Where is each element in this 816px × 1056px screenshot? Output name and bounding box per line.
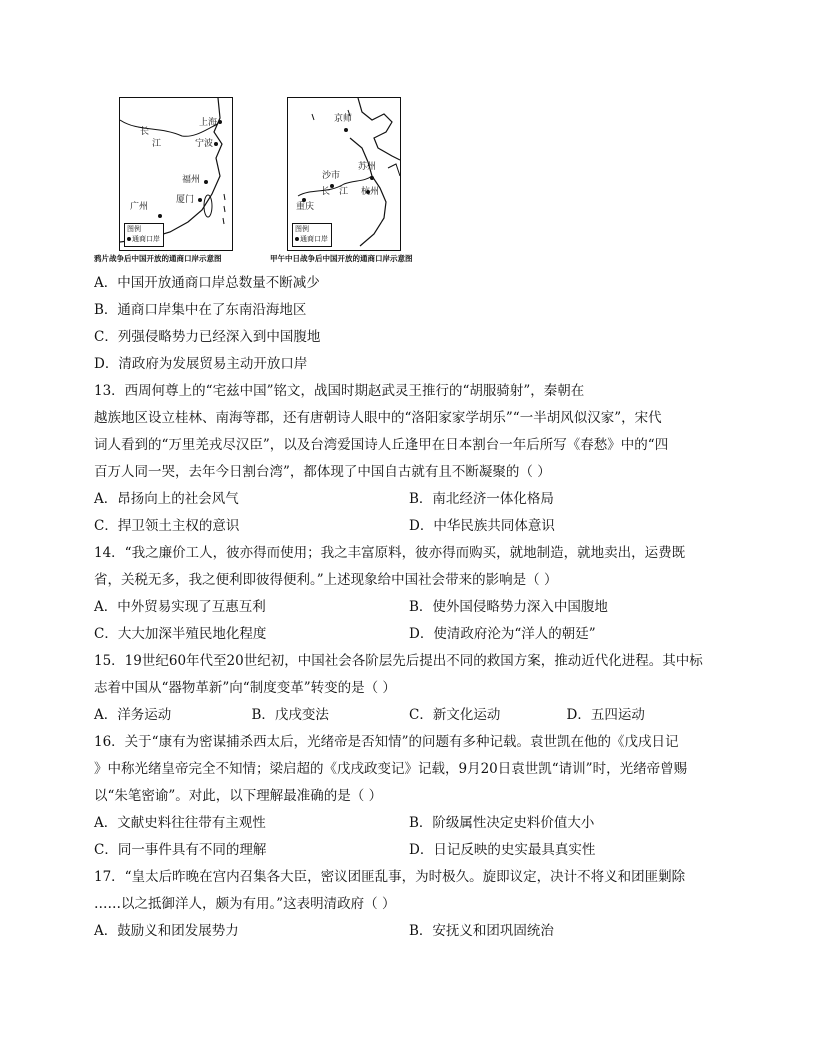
map-label: 京师 <box>334 114 353 124</box>
legend-item: 通商口岸 <box>132 235 160 243</box>
map-label: 沙市 <box>322 171 341 181</box>
option-b: B．安抚义和团巩固统治 <box>409 923 554 939</box>
question-stem-line: 16．关于“康有为密谋捕杀西太后，光绪帝是否知情”的问题有多种记载。袁世凯在他的《戊戌日记 <box>94 734 679 750</box>
map-sino-japanese-war <box>287 97 401 251</box>
question-17 <box>94 864 724 945</box>
map-label: 重庆 <box>296 202 315 212</box>
question-stem-line: 以“朱笔密谕”。对此，以下理解最准确的是（ ） <box>94 788 383 804</box>
option-c: C．新文化运动 <box>409 707 501 723</box>
option-c: C．捍卫领土主权的意识 <box>94 518 240 534</box>
map-label: 上海 <box>199 118 218 128</box>
question-stem-line: ……以之抵御洋人，颇为有用。”这表明清政府（ ） <box>94 896 396 912</box>
map-caption: 鸦片战争后中国开放的通商口岸示意图 <box>94 254 222 263</box>
port-dot-icon <box>127 237 131 241</box>
question-stem-line: 13．西周何尊上的“宅兹中国”铭文，战国时期赵武灵王推行的“胡服骑射”，秦朝在 <box>94 383 585 399</box>
question-16 <box>94 729 724 864</box>
question-stem-line: 15．19世纪60年代至20世纪初，中国社会各阶层先后提出不同的救国方案，推动近代化进程。其中标 <box>94 653 703 669</box>
option-b: B．南北经济一体化格局 <box>409 491 554 507</box>
map-label: 广州 <box>130 202 149 212</box>
option-d: D．中华民族共同体意识 <box>409 518 555 534</box>
option-a: A．洋务运动 <box>94 707 172 723</box>
question-15 <box>94 648 724 729</box>
question-stem-line: 省，关税无多，我之便利即彼得便利。”上述现象给中国社会带来的影响是（ ） <box>94 572 558 588</box>
map-label: 苏州 <box>358 162 377 172</box>
question-stem-line: 17．“皇太后昨晚在宫内召集各大臣，密议团匪乱事，为时极久。旋即议定，决计不将义和团匪剿除 <box>94 869 686 885</box>
map-label: 长 <box>321 187 331 197</box>
question-13 <box>94 378 724 540</box>
map-legend <box>292 223 332 247</box>
option-b: B．使外国侵略势力深入中国腹地 <box>409 599 608 615</box>
option-d: D．使清政府沦为“洋人的朝廷” <box>409 626 596 642</box>
question-stem-line: 越族地区设立桂林、南海等郡，还有唐朝诗人眼中的“洛阳家家学胡乐”“一半胡风似汉家”，宋代 <box>94 410 662 426</box>
map-label: 宁波 <box>195 139 214 149</box>
map-legend <box>124 223 164 247</box>
question-content <box>94 270 724 945</box>
legend-item: 通商口岸 <box>300 235 328 243</box>
legend-title: 图例 <box>295 225 309 233</box>
map-figure <box>94 97 454 269</box>
map-label: 江 <box>339 187 349 197</box>
option-a: A．昂扬向上的社会风气 <box>94 491 239 507</box>
option-b: B．通商口岸集中在了东南沿海地区 <box>94 302 307 318</box>
option-a: A．鼓励义和团发展势力 <box>94 923 239 939</box>
option-d: D．日记反映的史实最具真实性 <box>409 842 596 858</box>
option-a: A．文献史料往往带有主观性 <box>94 815 266 831</box>
question-14 <box>94 540 724 648</box>
option-d: D．五四运动 <box>566 707 645 723</box>
q12-options <box>94 270 724 378</box>
question-stem-line: 志着中国从“器物革新”向“制度变革”转变的是（ ） <box>94 680 396 696</box>
option-b: B．阶级属性决定史料价值大小 <box>409 815 595 831</box>
question-stem-line: 14．“我之廉价工人，彼亦得而使用；我之丰富原料，彼亦得而购买，就地制造，就地卖出，运费既 <box>94 545 686 561</box>
map-label: 长 <box>140 127 150 137</box>
option-c: C．同一事件具有不同的理解 <box>94 842 267 858</box>
question-stem-line: 》中称光绪皇帝完全不知情；梁启超的《戊戌政变记》记载，9月20日袁世凯“请训”时，光绪帝曾赐 <box>94 761 688 777</box>
option-c: C．大大加深半殖民地化程度 <box>94 626 267 642</box>
option-c: C．列强侵略势力已经深入到中国腹地 <box>94 329 321 345</box>
option-d: D．清政府为发展贸易主动开放口岸 <box>94 356 308 372</box>
map-label: 江 <box>152 139 162 149</box>
map-caption: 甲午中日战争后中国开放的通商口岸示意图 <box>270 254 413 263</box>
question-stem-line: 词人看到的“万里羌戎尽汉臣”，以及台湾爱国诗人丘逢甲在日本割台一年后所写《春愁》中的“四 <box>94 437 669 453</box>
question-stem-line: 百万人同一哭，去年今日割台湾”，都体现了中国自古就有且不断凝聚的（ ） <box>94 464 551 480</box>
map-opium-war <box>119 97 233 251</box>
option-a: A．中外贸易实现了互惠互利 <box>94 599 266 615</box>
option-b: B．戊戌变法 <box>251 707 329 723</box>
legend-title: 图例 <box>127 225 141 233</box>
option-a: A．中国开放通商口岸总数量不断减少 <box>94 275 320 291</box>
map-label: 杭州 <box>361 187 380 197</box>
map-label: 厦门 <box>176 195 195 205</box>
map-label: 福州 <box>182 175 201 185</box>
port-dot-icon <box>295 237 299 241</box>
